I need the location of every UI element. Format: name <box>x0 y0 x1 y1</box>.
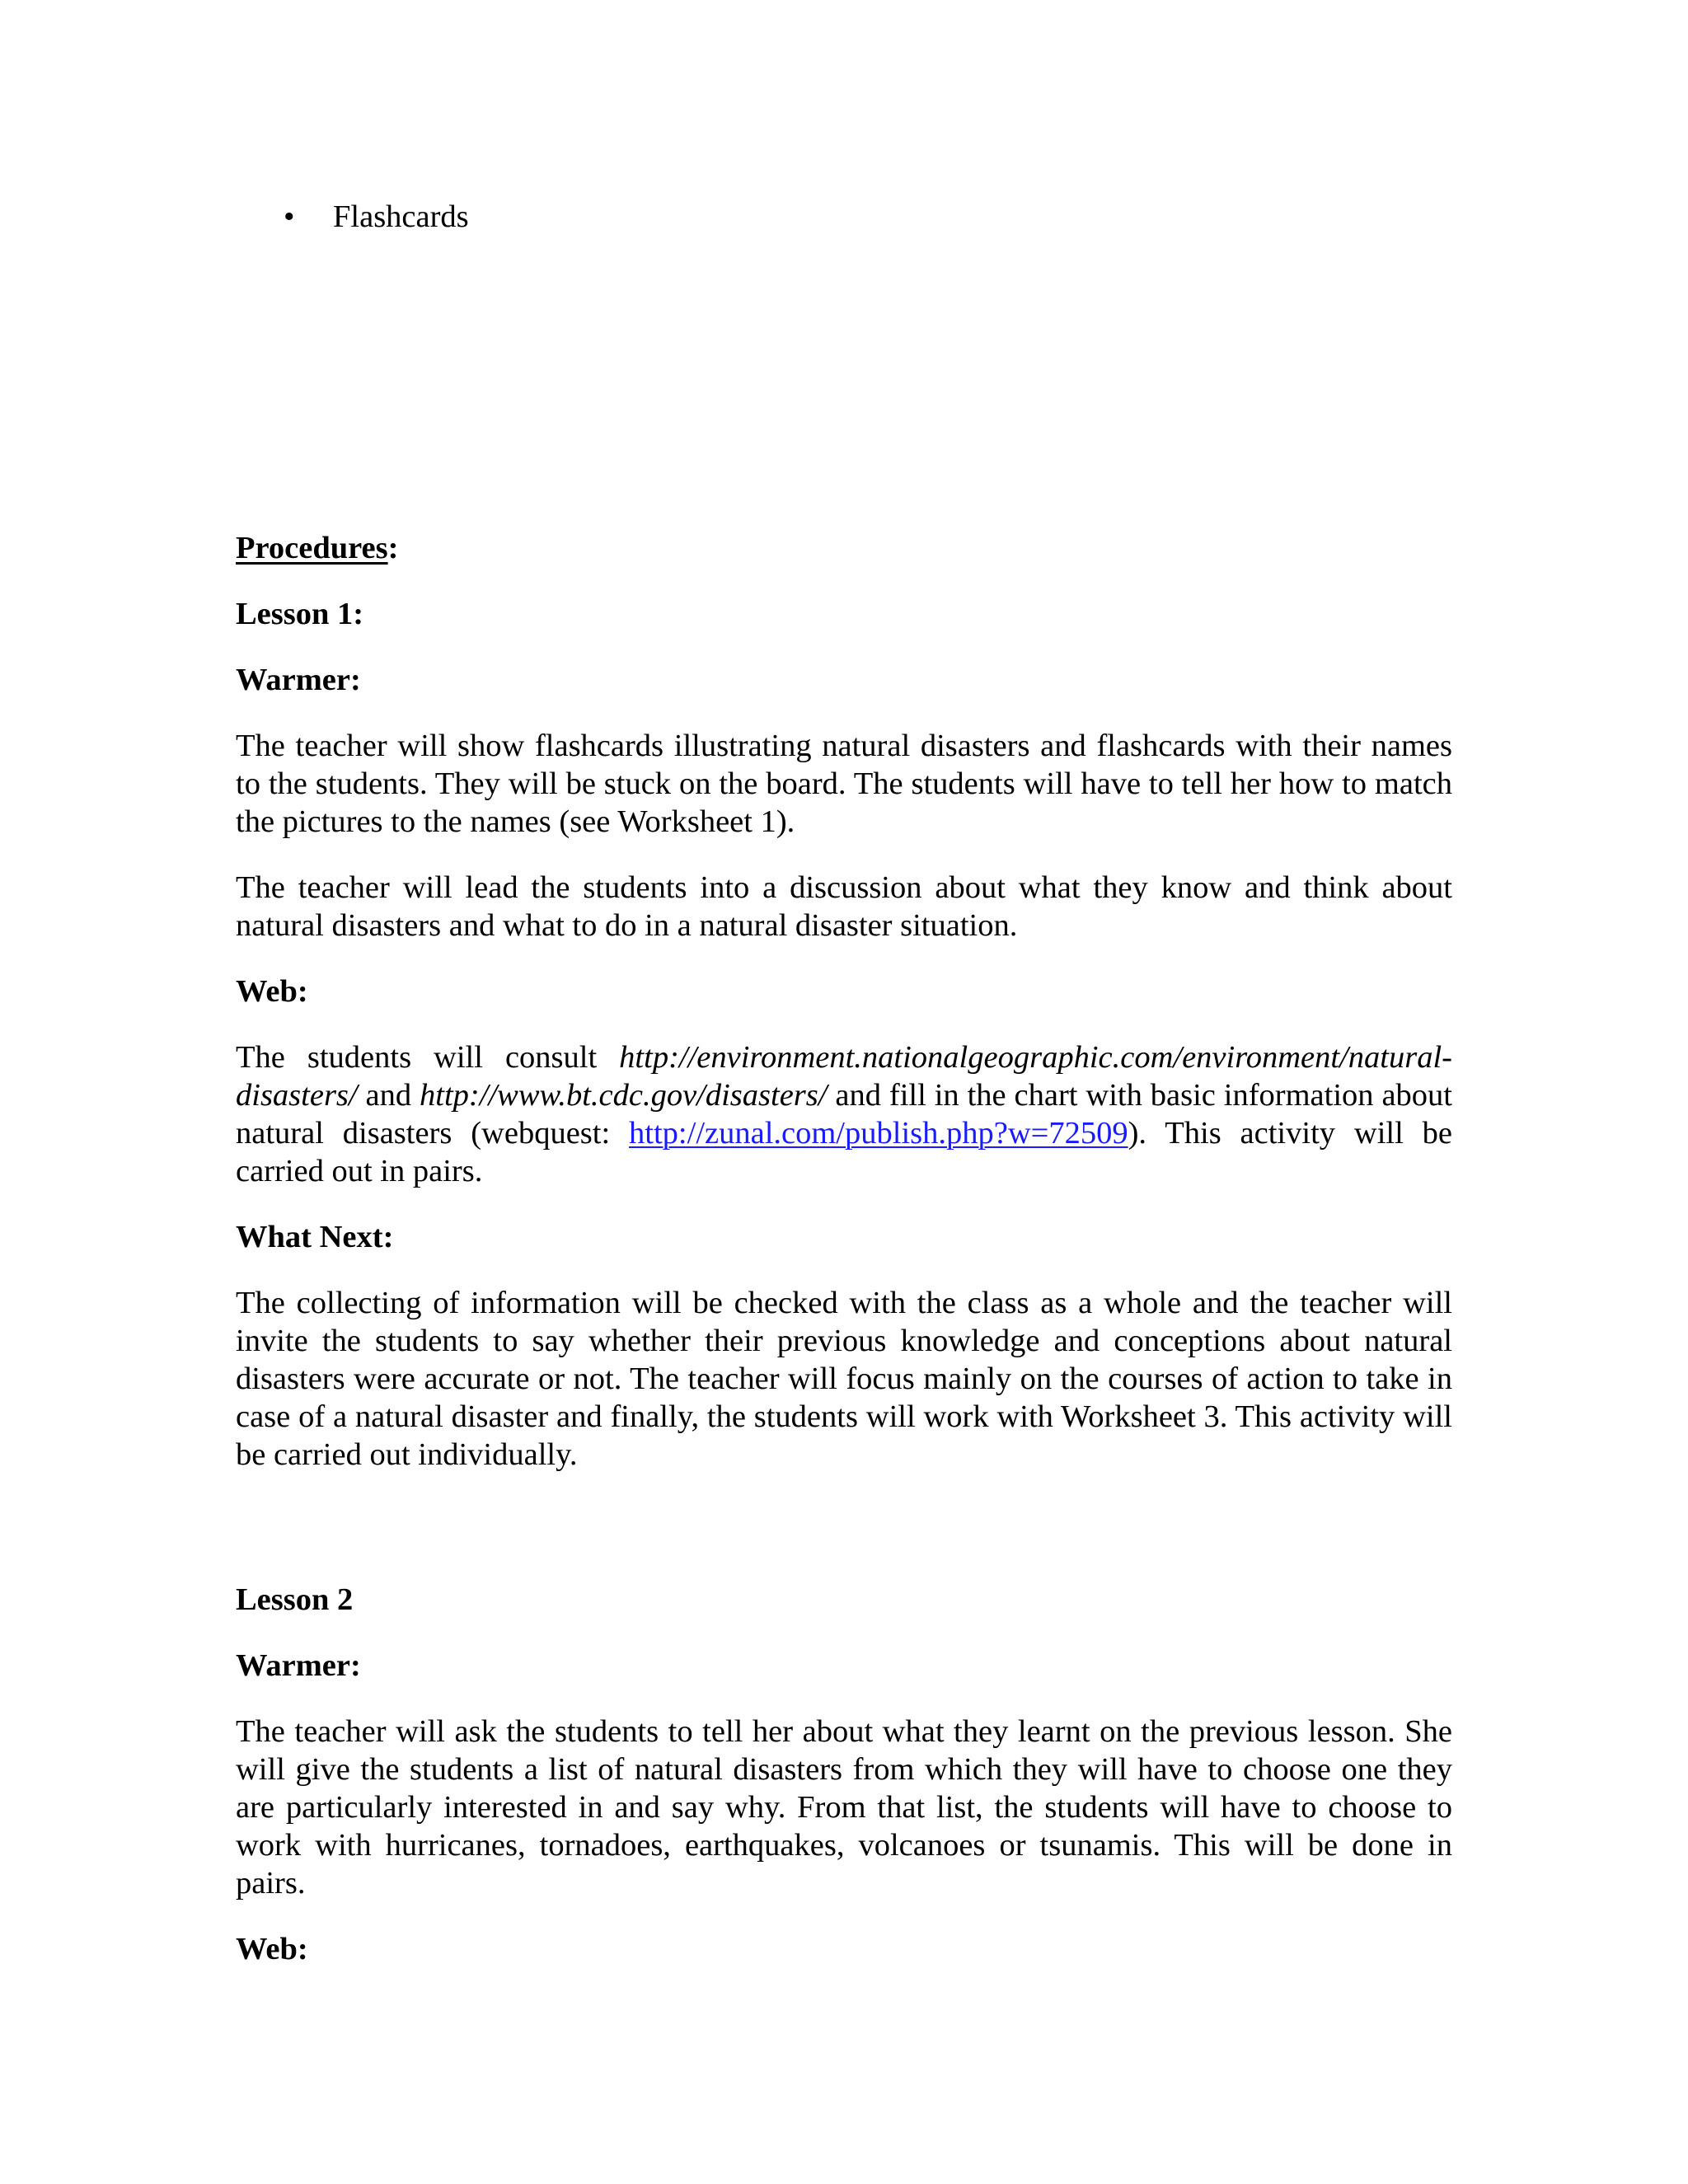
web-text-3: and fill in the chart with basic information about natural disasters (webquest: <box>236 1078 1452 1151</box>
web-text-2: and <box>357 1078 420 1113</box>
cdc-url: http://www.bt.cdc.gov/disasters/ <box>420 1078 828 1113</box>
bullet-icon: • <box>284 199 295 234</box>
lesson2-warmer-heading: Warmer: <box>236 1648 361 1683</box>
lesson1-warmer-paragraph-1: The teacher will show flashcards illustrating natural disasters and flashcards with their names to the students. They will be stuck on the board. The students will have to tell her how to match the pictures to the names (see Worksheet 1). <box>236 729 1452 839</box>
list-item <box>284 198 469 236</box>
lesson1-heading: Lesson 1: <box>236 597 364 631</box>
lesson1-web-paragraph <box>236 1038 1452 1190</box>
lesson2-heading: Lesson 2 <box>236 1582 354 1617</box>
section-spacer <box>236 1502 1452 1581</box>
list-item-text: Flashcards <box>333 199 469 234</box>
lesson1-web-heading: Web: <box>236 974 308 1009</box>
procedures-title: Procedures <box>236 531 388 565</box>
procedures-colon: : <box>387 531 399 565</box>
lesson2-warmer-paragraph: The teacher will ask the students to tell her about what they learnt on the previous lesson. She will give the students a list of natural disasters from which they will have to choose one they are particularly interested in and say why. From that list, the students will have to choose to work with hurricanes, tornadoes, earthquakes, volcanoes or tsunamis. This will be done in pairs. <box>236 1714 1452 1900</box>
procedures-heading <box>236 529 1452 567</box>
procedures-section <box>236 529 1452 1996</box>
lesson1-warmer-heading: Warmer: <box>236 663 361 697</box>
lesson1-what-next-heading: What Next: <box>236 1220 394 1254</box>
web-text-1: The students will consult <box>236 1040 620 1075</box>
lesson1-what-next-paragraph: The collecting of information will be checked with the class as a whole and the teacher will invite the students to say whether their previous knowledge and conceptions about natural disasters were accurate or not. The teacher will focus mainly on the courses of action to take in case of a natural disaster and finally, the students will work with Worksheet 3. This activity will be carried out individually. <box>236 1286 1452 1472</box>
lesson2-web-heading: Web: <box>236 1932 308 1966</box>
lesson1-warmer-paragraph-2: The teacher will lead the students into a discussion about what they know and think about natural disasters and what to do in a natural disaster situation. <box>236 870 1452 943</box>
web-text-4: ). This activity will be carried out in pairs. <box>236 1116 1452 1188</box>
webquest-link[interactable]: http://zunal.com/publish.php?w=72509 <box>629 1116 1128 1151</box>
natgeo-url: http://environment.nationalgeographic.com/environment/natural-disasters/ <box>236 1040 1452 1113</box>
